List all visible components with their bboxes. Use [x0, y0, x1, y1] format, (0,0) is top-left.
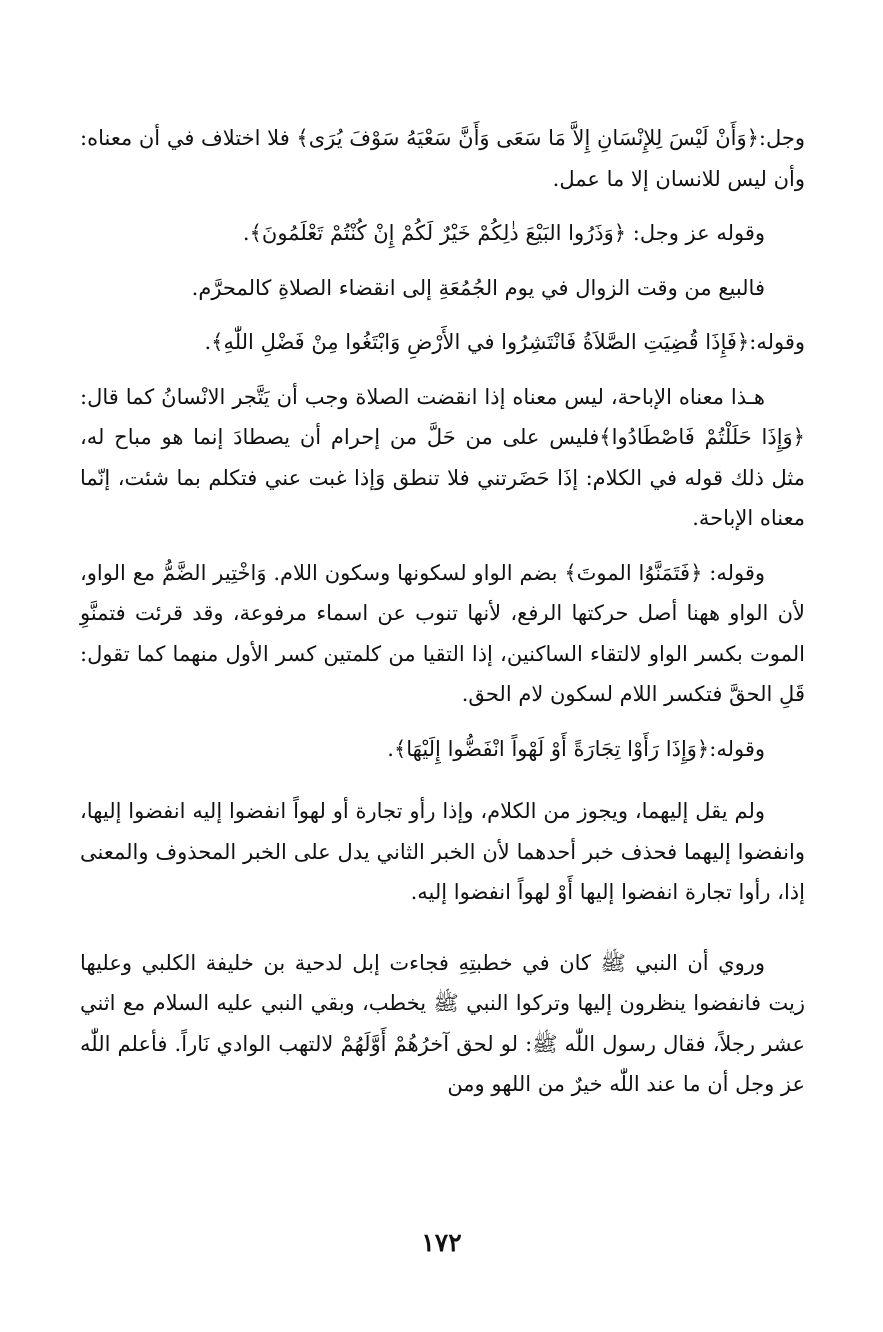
paragraph-2: وقوله عز وجل: ﴿وَذَرُوا البَيْعَ ذٰلِكُمْ خَيْرٌ لَكُمْ إِنْ كُنْتُمْ تَعْلَمُونَ﴾.	[242, 221, 765, 245]
page-body	[80, 118, 805, 1105]
paragraph-3: فالبيع من وقت الزوال في يوم الجُمُعَةِ إلى انقضاء الصلاةِ كالمحرَّم.	[191, 275, 765, 300]
paragraph-8: ولم يقل إليهما، ويجوز من الكلام، وإذا رأو تجارة أو لهواً انفضوا إليه انفضوا إليها، وانفضوا إليهما فحذف خبر أحدهما لأن الخبر الثاني يدل على الخبر المحذوف والمعنى إذا، رأوا تجارة انفضوا إليها أَوْ لهواً انفضوا إليه.	[80, 799, 805, 904]
page-number: ١٧٢	[421, 1228, 462, 1257]
paragraph-5: هـذا معناه الإباحة، ليس معناه إذا انقضت الصلاة وجب أن يَتَّجر الانْسانُ كما قال:﴿وَإِذَا حَلَلْتُمْ فَاصْطَادُوا﴾فليس على من حَلَّ من إحرام أن يصطادَ إنما هو مباح له، مثل ذلك قوله في الكلام: إذَا حَضَرتني فلا تنطق وَإذا غبت عني فتكلم بما شئت، إنّما معناه الإباحة.	[80, 384, 805, 530]
paragraph-9: وروي أن النبي ﷺ كان في خطبتِهِ فجاءت إبل لدحية بن خليفة الكلبي وعليها زيت فانفضوا ينظرون إليها وتركوا النبي ﷺ يخطب، وبقي النبي عليه السلام مع اثني عشر رجلاً، فقال رسول اللّٰه ﷺ: لو لحق آخرُهُمْ أَوَّلَهُمْ لالتهب الوادي نَاراً. فأعلم اللّٰه عز وجل أن ما عند اللّٰه خيرٌ من اللهو ومن	[80, 950, 805, 1096]
paragraph-1: وجل:﴿وَأَنْ لَيْسَ لِلإِنْسَانِ إِلاَّ مَا سَعَى وَأَنَّ سَعْيَهُ سَوْفَ يُرَى﴾ فلا اختلاف في أن معناه: وأن ليس للانسان إلا ما عمل.	[80, 126, 805, 191]
paragraph-7: وقوله:﴿وَإِذَا رَأَوْا تِجَارَةً أَوْ لَهْواً انْفَضُّوا إِلَيْهَا﴾.	[387, 736, 765, 761]
paragraph-6: وقوله: ﴿فَتَمَنَّوُا الموتَ﴾ بضم الواو لسكونها وسكون اللام. وَاخْتِير الضَّمُّ مع الواو، لأن الواو ههنا أصل حركتها الرفع، لأنها تنوب عن اسماء مرفوعة، وقد قرئت فتمنَّوِ الموت بكسر الواو لالتقاء الساكنين، إذا التقيا من كلمتين كسر الأول منهما كما تقول: قَلِ الحقَّ فتكسر اللام لسكون لام الحق.	[80, 560, 805, 706]
paragraph-4: وقوله:﴿فَإِذَا قُضِيَتِ الصَّلاَةُ فَانْتَشِرُوا في الأَرْضِ وَابْتَغُوا مِنْ فَضْلِ اللّٰهِ﴾.	[204, 330, 805, 354]
